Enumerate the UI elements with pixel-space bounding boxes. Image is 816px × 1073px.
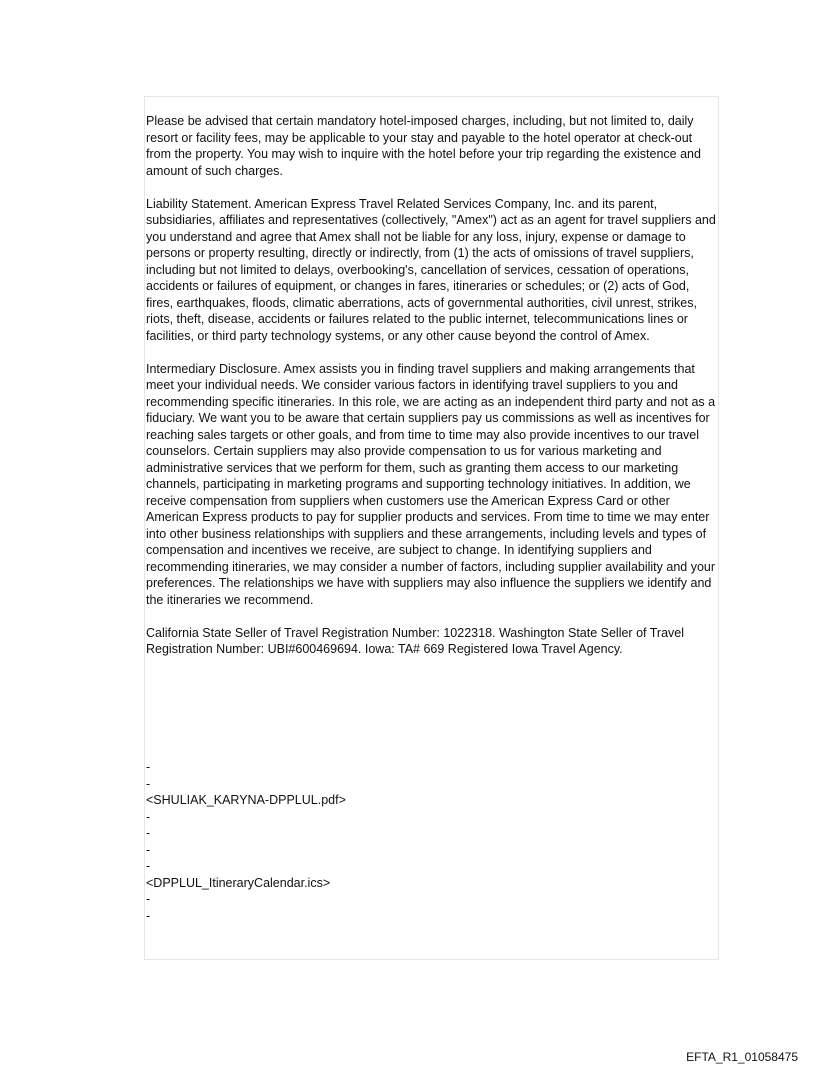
separator-dash: - bbox=[146, 908, 151, 923]
separator-dash: - bbox=[146, 809, 151, 824]
email-body-text bbox=[146, 113, 718, 674]
attachment-ics-link[interactable]: <DPPLUL_ItineraryCalendar.ics> bbox=[146, 875, 331, 890]
liability-statement-paragraph: Liability Statement. American Express Travel Related Services Company, Inc. and its parent, subsidiaries, affiliates and representatives (collectively, "Amex") act as an agent for travel suppliers and you understand and agree that Amex shall not be liable for any loss, injury, expense or damage to persons or property resulting, directly or indirectly, from (1) the acts of omissions of travel suppliers, including but not limited to delays, overbooking's, cancellation of services, cessation of operations, accidents or failures of equipment, or changes in fares, itineraries or schedules; or (2) acts of God, fires, earthquakes, floods, climatic aberrations, acts of governmental authorities, civil unrest, strikes, riots, theft, disease, accidents or failures related to the public internet, telecommunications lines or facilities, or third party technology systems, or any other cause beyond the control of Amex. bbox=[146, 196, 716, 343]
separator-dash: - bbox=[146, 859, 151, 873]
separator-dash: - bbox=[146, 776, 151, 791]
separator-dash: - bbox=[146, 842, 151, 857]
attachment-list bbox=[146, 759, 346, 924]
attachment-pdf-link[interactable]: <SHULIAK_KARYNA-DPPLUL.pdf> bbox=[146, 793, 346, 807]
separator-dash: - bbox=[146, 892, 151, 906]
separator-dash: - bbox=[146, 826, 151, 840]
intermediary-disclosure-paragraph: Intermediary Disclosure. Amex assists you in finding travel suppliers and making arrangements that meet your individual needs. We consider various factors in identifying travel suppliers to you and recommending specific itineraries. In this role, we are acting as an independent third party and not as a fiduciary. We want you to be aware that certain suppliers pay us commissions as well as incentives for reaching sales targets or other goals, and from time to time may also provide incentives to our travel counselors. Certain suppliers may also provide compensation to us for various marketing and administrative services that we perform for them, such as granting them access to our marketing channels, participating in marketing programs and supporting technology initiatives. In addition, we receive compensation from suppliers when customers use the American Express Card or other American Express products to pay for supplier products and services. From time to time we may enter into other business relationships with suppliers and these arrangements, including levels and types of compensation and incentives we receive, are subject to change. In identifying suppliers and recommending itineraries, we may consider a number of factors, including supplier availability and your preferences. The relationships we have with suppliers may also influence the suppliers we identify and the itineraries we recommend. bbox=[146, 361, 716, 607]
document-id-stamp: EFTA_R1_01058475 bbox=[686, 1050, 798, 1064]
hotel-charges-paragraph: Please be advised that certain mandatory hotel-imposed charges, including, but not limited to, daily resort or facility fees, may be applicable to your stay and payable to the hotel operator at check-out from the property. You may wish to inquire with the hotel before your trip regarding the existence and amount of such charges. bbox=[146, 114, 701, 178]
registration-numbers-paragraph: California State Seller of Travel Registration Number: 1022318. Washington State Seller of Travel Registration Number: UBI#600469694. Iowa: TA# 669 Registered Iowa Travel Agency. bbox=[146, 625, 685, 656]
separator-dash: - bbox=[146, 760, 151, 774]
